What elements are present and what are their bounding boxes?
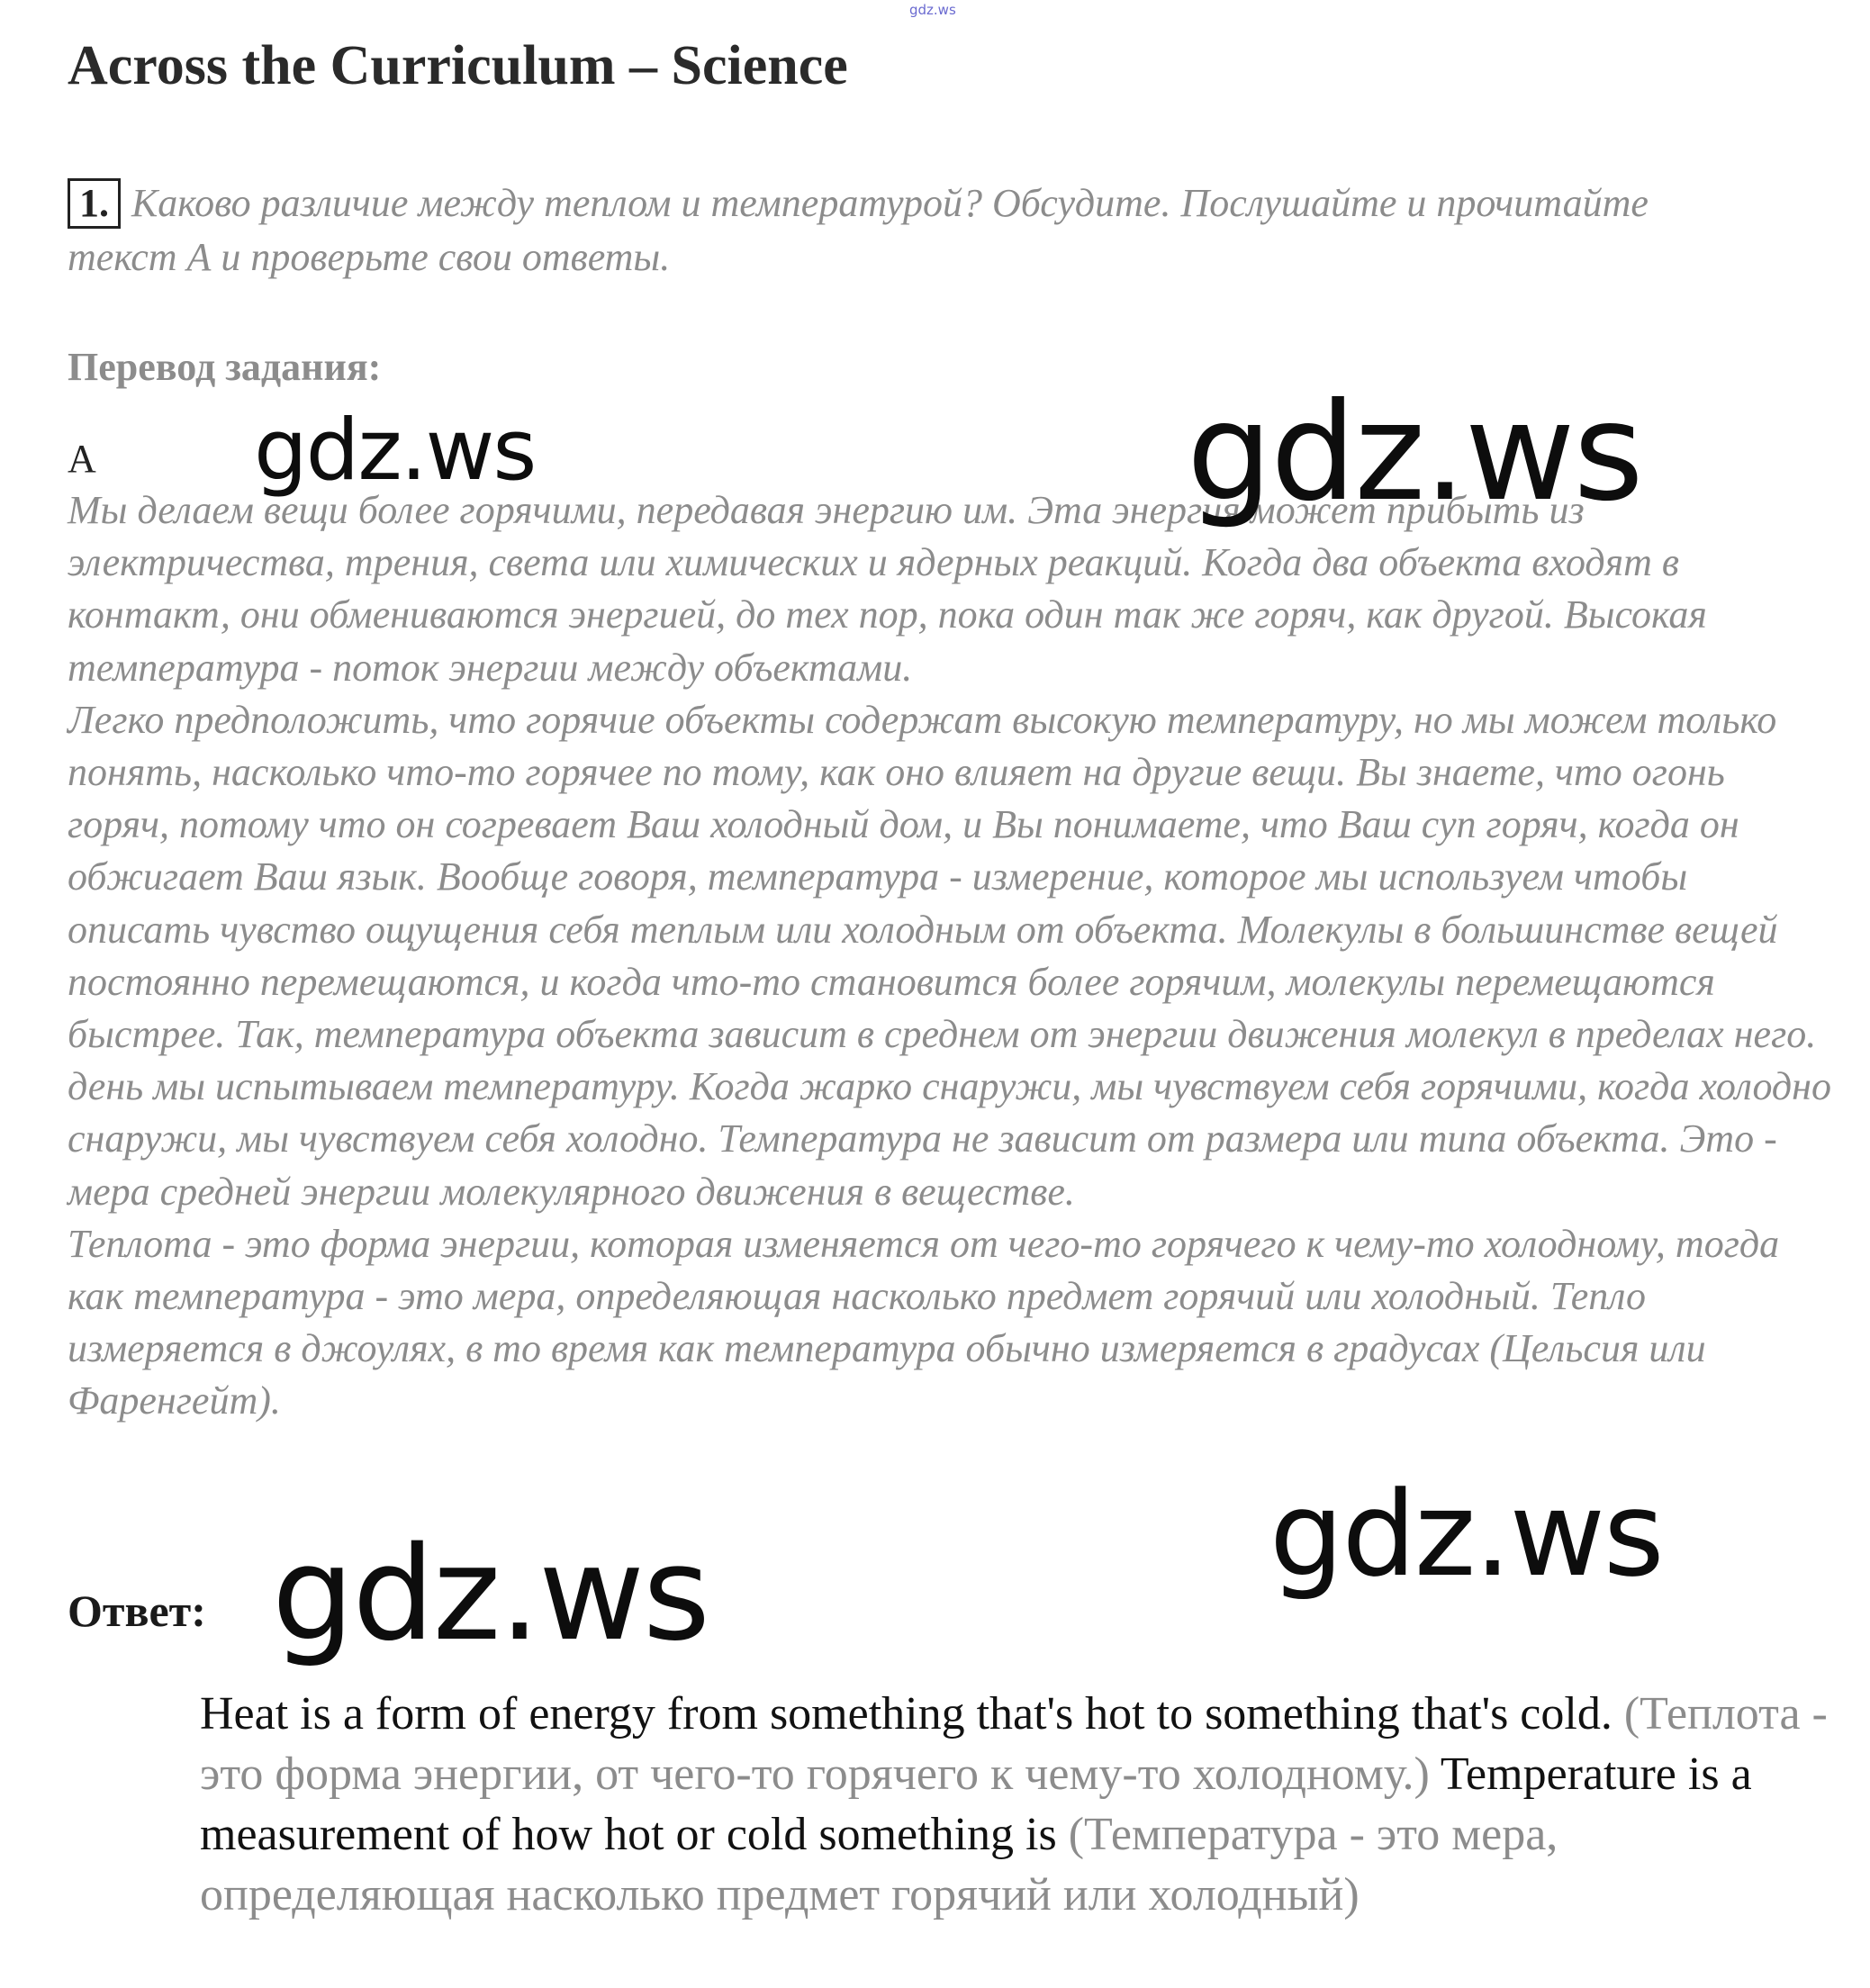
answer-russian-2: (Температура - это мера, определяющая насколько предмет горячий или холодный) (200, 1809, 1558, 1920)
watermark: gdz.ws (254, 402, 536, 500)
watermark: gdz.ws (272, 1518, 709, 1669)
paragraph: Легко предположить, что горячие объекты содержат высокую температуру, но мы можем только понять, насколько что-то горячее по тому, как оно влияет на другие вещи. Вы знаете, что огонь горяч, потому что он согревает Ваш холодный дом, и Вы понимаете, что Ваш суп горяч, когда он обжигает Ваш язык. Вообще говоря, температура - измерение, которое мы используем чтобы описать чувство ощущения себя теплым или холодным от объекта. Молекулы в большинстве вещей постоянно перемещаются, и когда что-то становится более горячим, молекулы перемещаются быстрее. Так, температура объекта зависит в среднем от энергии движения молекул в пределах него. день мы испытываем температуру. Когда жарко снаружи, мы чувствуем себя горячими, когда холодно снаружи, мы чувствуем себя холодно. Температура не зависит от размера или типа объекта. Это - мера средней энергии молекулярного движения в веществе. (68, 697, 1832, 1214)
answer-english-2: Temperature is a measurement of how hot or cold something is (200, 1749, 1752, 1860)
answer-russian-1: (Теплота - это форма энергии, от чего-то горячего к чему-то холодному.) (200, 1688, 1828, 1800)
section-letter: A (68, 437, 96, 481)
task-number: 1. (68, 178, 121, 229)
watermark: gdz.ws (1187, 375, 1642, 531)
watermark: gdz.ws (1269, 1466, 1663, 1603)
task-instruction (68, 176, 1652, 285)
translation-heading: Перевод задания: (68, 345, 382, 389)
answer-english-1: Heat is a form of energy from something that's hot to something that's cold. (200, 1688, 1613, 1740)
paragraph: Мы делаем вещи более горячими, передавая энергию им. Эта энергия может прибыть из электричества, трения, света или химических и ядерных реакций. Когда два объекта входят в контакт, они обмениваются энергией, до тех пор, пока один так же горяч, как другой. Высокая температура - поток энергии между объектами. (68, 488, 1707, 690)
task-text: Каково различие между теплом и температурой? Обсудите. Послушайте и прочитайте текст А и проверьте свои ответы. (68, 181, 1649, 279)
page-title: Across the Curriculum – Science (68, 35, 848, 96)
paragraph: Теплота - это форма энергии, которая изменяется от чего-то горячего к чему-то холодному, тогда как температура - это мера, определяющая насколько предмет горячий или холодный. Тепло измеряется в джоулях, в то время как температура обычно измеряется в градусах (Цельсия или Фаренгейт). (68, 1221, 1780, 1423)
answer-label: Ответ: (68, 1586, 206, 1636)
answer-text (200, 1684, 1856, 1925)
top-watermark: gdz.ws (909, 2, 956, 18)
translation-text (68, 484, 1832, 1428)
